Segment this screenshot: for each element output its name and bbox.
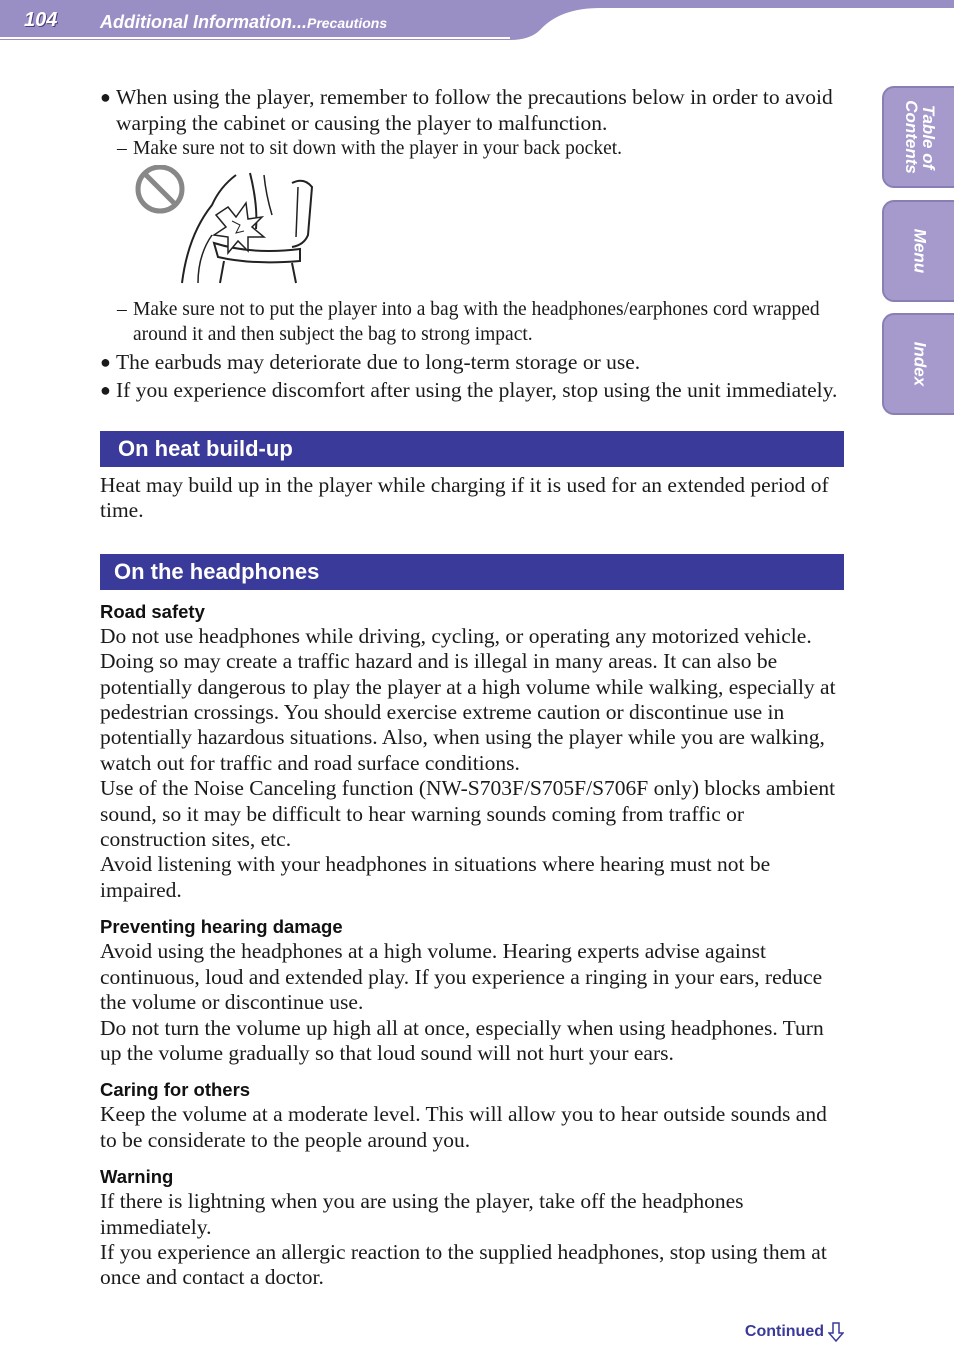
bullet-icon: ● — [100, 352, 111, 372]
list-item: ● The earbuds may deteriorate due to long-term storage or use. — [100, 350, 641, 374]
back-pocket-illustration — [132, 165, 844, 291]
list-item: – Make sure not to put the player into a bag with the headphones/earphones cord wrapped around it and then subject the bag to strong impact. — [117, 299, 820, 345]
road-safety-paragraph: Do not use headphones while driving, cycling, or operating any motorized vehicle. Doing so may create a traffic hazard and is illegal in many areas. It can also be potentially dangerous to play the player at a high volume while walking, especially at pedestrian crossings. You should exercise extreme caution or discontinue use in potentially hazardous situations. Also, when using the player while you are walking, watch out for traffic and road surface conditions. — [100, 623, 836, 775]
continued-label[interactable]: Continued — [744, 1323, 824, 1340]
breadcrumb-sub[interactable]: Precautions — [306, 15, 388, 31]
page-content — [100, 84, 844, 1291]
tab-table-of-contents[interactable] — [882, 86, 954, 188]
dash-icon: – — [117, 299, 127, 320]
tab-table-of-contents-label: Table of Contents — [902, 100, 938, 174]
list-item: – Make sure not to sit down with the player in your back pocket. — [117, 138, 623, 159]
continued-link[interactable] — [745, 1322, 844, 1342]
breadcrumb[interactable] — [100, 12, 387, 33]
subheading-caring-for-others: Caring for others — [100, 1079, 251, 1101]
illustration-svg — [132, 165, 332, 285]
warning-paragraph: If there is lightning when you are using the player, take off the headphones immediately. — [100, 1189, 744, 1239]
tab-index[interactable] — [882, 313, 954, 415]
tab-menu[interactable] — [882, 200, 954, 302]
bullet-icon: ● — [100, 380, 111, 400]
warning-paragraph: If you experience an allergic reaction to the supplied headphones, stop using them at once and contact a doctor. — [100, 1239, 827, 1290]
hearing-paragraph: Avoid using the headphones at a high volume. Hearing experts advise against continuous, loud and extended play. If you experience a ringing in your ears, reduce the volume or discontinue use. — [100, 939, 823, 1015]
page-number: 104 — [24, 9, 58, 31]
hearing-paragraph: Do not turn the volume up high all at once, especially when using headphones. Turn up the volume gradually so that loud sound will not hurt your ears. — [100, 1015, 824, 1065]
subheading-road-safety: Road safety — [100, 600, 205, 622]
bullet-icon: ● — [100, 87, 111, 107]
road-safety-paragraph: Use of the Noise Canceling function (NW-S703F/S705F/S706F only) blocks ambient sound, so it may be difficult to hear warning sounds coming from traffic or construction sites, etc. — [100, 776, 836, 852]
subheading-warning: Warning — [100, 1166, 174, 1188]
heat-paragraph: Heat may build up in the player while charging if it is used for an extended period of time. — [100, 473, 829, 523]
section-heading-headphones: On the headphones — [100, 554, 844, 590]
arrow-down-icon — [828, 1322, 844, 1342]
list-item: ● When using the player, remember to follow the precautions below in order to avoid warping the cabinet or causing the player to malfunction. — [100, 85, 833, 135]
caring-paragraph: Keep the volume at a moderate level. This will allow you to hear outside sounds and to be considerate to the people around you. — [100, 1102, 827, 1152]
list-item: ● If you experience discomfort after using the player, stop using the unit immediately. — [100, 378, 838, 402]
road-safety-paragraph: Avoid listening with your headphones in situations where hearing must not be impaired. — [100, 852, 771, 902]
breadcrumb-main[interactable]: Additional Information... — [100, 12, 307, 32]
dash-icon: – — [117, 138, 127, 159]
prohibited-icon — [138, 167, 182, 211]
section-heading-heat: On heat build-up — [100, 431, 844, 467]
page-header — [0, 0, 954, 40]
tab-index-label: Index — [910, 341, 930, 387]
subheading-hearing-damage: Preventing hearing damage — [100, 916, 343, 938]
tab-menu-label: Menu — [910, 228, 930, 274]
